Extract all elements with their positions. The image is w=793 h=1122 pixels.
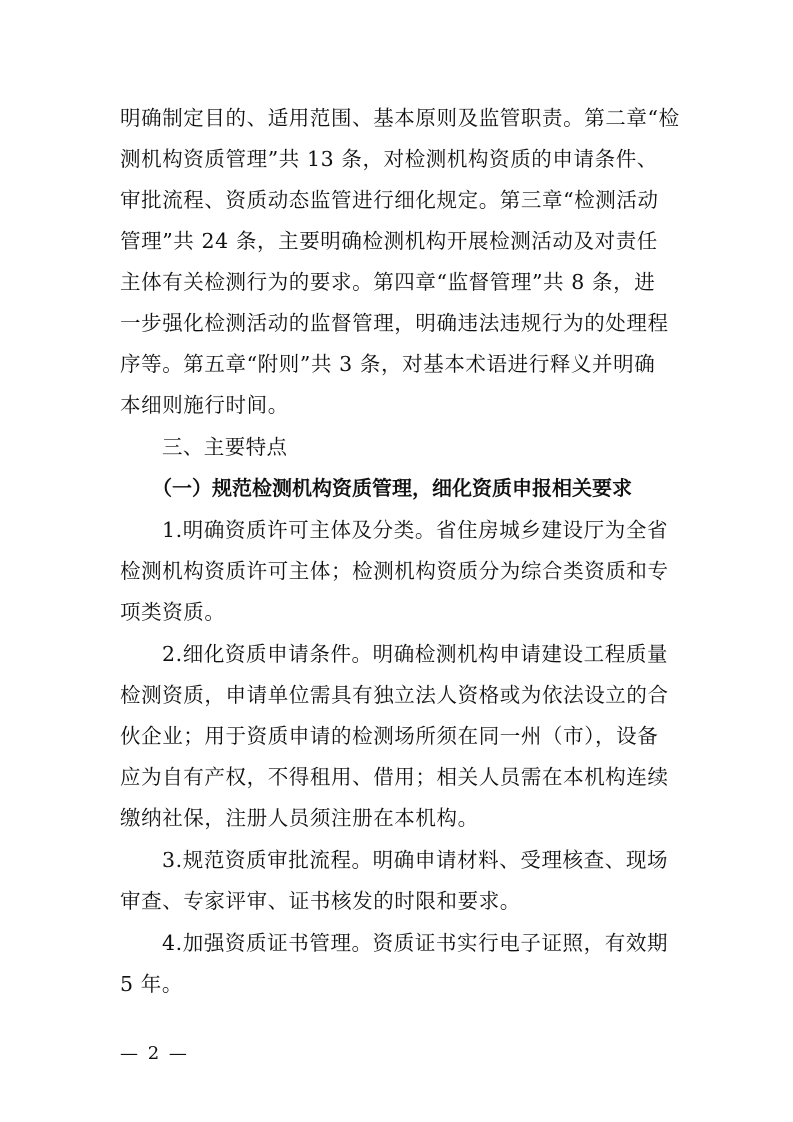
body-line: 序等。第五章“附则”共 3 条，对基本术语进行释义并明确 bbox=[120, 352, 656, 376]
item-3-line: 3.规范资质审批流程。明确申请材料、受理核查、现场 bbox=[162, 848, 669, 872]
item-2-line: 2.细化资质申请条件。明确检测机构申请建设工程质量 bbox=[162, 642, 669, 666]
body-line: 本细则施行时间。 bbox=[120, 393, 289, 417]
item-4-line: 5 年。 bbox=[120, 972, 183, 996]
item-2-line: 缴纳社保，注册人员须注册在本机构。 bbox=[120, 806, 479, 830]
item-1-line: 项类资质。 bbox=[120, 600, 226, 624]
section-heading: 三、主要特点 bbox=[162, 435, 288, 459]
item-2-line: 检测资质，申请单位需具有独立法人资格或为依法设立的合 bbox=[120, 683, 669, 707]
body-line: 明确制定目的、适用范围、基本原则及监管职责。第二章“检 bbox=[120, 106, 680, 130]
body-line: 测机构资质管理”共 13 条，对检测机构资质的申请条件、 bbox=[120, 147, 658, 171]
item-1-line: 检测机构资质许可主体；检测机构资质分为综合类资质和专 bbox=[120, 559, 669, 583]
item-4-line: 4.加强资质证书管理。资质证书实行电子证照，有效期 bbox=[162, 931, 669, 955]
body-line: 审批流程、资质动态监管进行细化规定。第三章“检测活动 bbox=[120, 188, 659, 212]
page-number: — 2 — bbox=[120, 1043, 189, 1064]
body-line: 管理”共 24 条，主要明确检测机构开展检测活动及对责任 bbox=[120, 229, 658, 253]
body-line: 一步强化检测活动的监督管理，明确违法违规行为的处理程 bbox=[120, 311, 669, 335]
item-1-line: 1.明确资质许可主体及分类。省住房城乡建设厅为全省 bbox=[162, 518, 669, 542]
sub-heading: （一）规范检测机构资质管理，细化资质申报相关要求 bbox=[152, 476, 632, 500]
item-3-line: 审查、专家评审、证书核发的时限和要求。 bbox=[120, 889, 521, 913]
body-line: 主体有关检测行为的要求。第四章“监督管理”共 8 条，进 bbox=[120, 270, 656, 294]
item-2-line: 应为自有产权，不得租用、借用；相关人员需在本机构连续 bbox=[120, 765, 669, 789]
item-2-line: 伙企业；用于资质申请的检测场所须在同一州（市），设备 bbox=[120, 724, 659, 748]
